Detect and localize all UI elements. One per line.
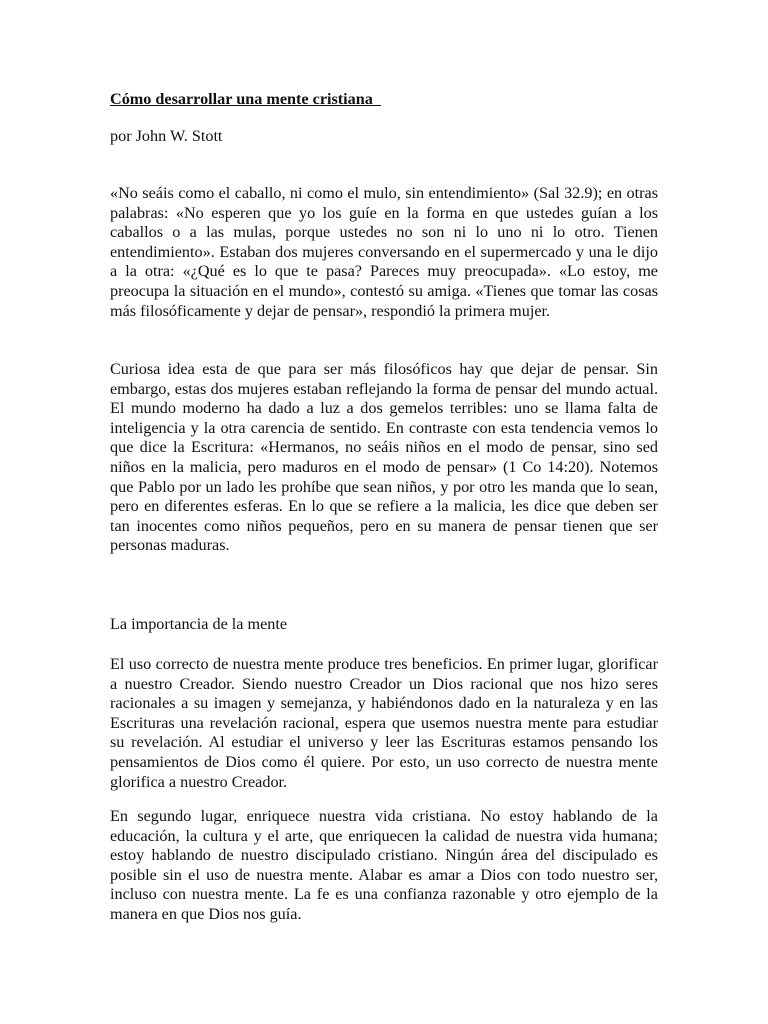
section-heading: La importancia de la mente <box>110 615 288 633</box>
paragraph-section-second: En segundo lugar, enriquece nuestra vida cristiana. No estoy hablando de la educación, la cultura y el arte, que enriquecen la calidad de nuestra vida humana; estoy hablando de nuestro discipulado cristiano. Ningún área del discipulado es posible sin el uso de nuestra mente. Alabar es amar a Dios con todo nuestro ser, incluso con nuestra mente. La fe es una confianza razonable y otro ejemplo de la manera en que Dios nos guía. <box>110 807 658 923</box>
paragraph-section-first: El uso correcto de nuestra mente produce tres beneficios. En primer lugar, glorificar a nuestro Creador. Siendo nuestro Creador un Dios racional que nos hizo seres racionales a su imagen y semejanza, y habiéndonos dado en la naturaleza y en las Escrituras una revelación racional, espera que usemos nuestra mente para estudiar su revelación. Al estudiar el universo y leer las Escrituras estamos pensando los pensamientos de Dios como él quiere. Por esto, un uso correcto de nuestra mente glorifica a nuestro Creador. <box>110 655 658 791</box>
paragraph-intro: «No seáis como el caballo, ni como el mulo, sin entendimiento» (Sal 32.9); en otras palabras: «No esperen que yo los guíe en la forma en que ustedes guían a los caballos o a las mulas, porque ustedes no son ni lo uno ni lo otro. Tienen entendimiento». Estaban dos mujeres conversando en el supermercado y una le dijo a la otra: «¿Qué es lo que te pasa? Pareces muy preocupada». «Lo estoy, me preocupa la situación en el mundo», contestó su amiga. «Tienes que tomar las cosas más filosóficamente y dejar de pensar», respondió la primera mujer. <box>110 184 658 320</box>
paragraph-second: Curiosa idea esta de que para ser más filosóficos hay que dejar de pensar. Sin embargo, estas dos mujeres estaban reflejando la forma de pensar del mundo actual. El mundo moderno ha dado a luz a dos gemelos terribles: uno se llama falta de inteligencia y la otra carencia de sentido. En contraste con esta tendencia vemos lo que dice la Escritura: «Hermanos, no seáis niños en el modo de pensar, sino sed niños en la malicia, pero maduros en el modo de pensar» (1 Co 14:20). Notemos que Pablo por un lado les prohíbe que sean niños, y por otro les manda que lo sean, pero en diferentes esferas. En lo que se refiere a la malicia, les dice que deben ser tan inocentes como niños pequeños, pero en su manera de pensar tienen que ser personas maduras. <box>110 360 658 555</box>
document-author: por John W. Stott <box>110 127 223 145</box>
document-title: Cómo desarrollar una mente cristiana <box>110 90 381 108</box>
